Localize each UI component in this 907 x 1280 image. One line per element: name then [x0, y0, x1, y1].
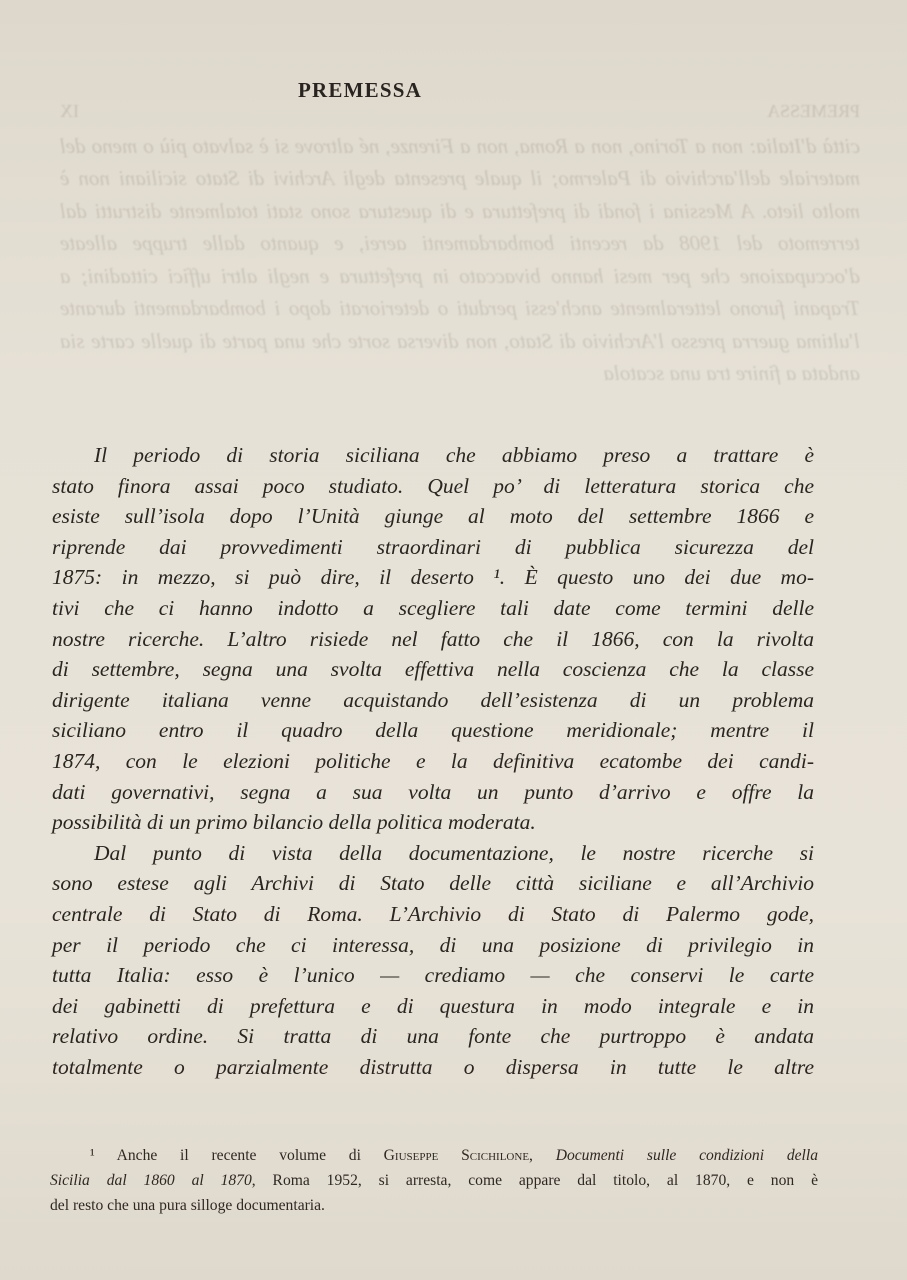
- text-line: per il periodo che ci interessa, di una posizione di privilegio in: [52, 932, 814, 957]
- footnote-marker: ¹: [90, 1147, 95, 1164]
- text-line: siciliano entro il quadro della questione meridionale; mentre il: [52, 718, 814, 743]
- text-line: Dal punto di vista della documentazione, le nostre ricerche si: [94, 840, 814, 865]
- footnote-intro: Anche il recente volume di: [116, 1147, 361, 1164]
- text-line: possibilità di un primo bilancio della politica moderata.: [52, 810, 536, 835]
- text-line: nostre ricerche. L’altro risiede nel fatto che il 1866, con la rivolta: [52, 626, 814, 651]
- footnote-title-part2: Sicilia dal 1860 al 1870: [50, 1172, 252, 1189]
- show-through-text: PREMESSA IX città d'Italia: non a Torino, non a Roma, non a Firenze, né altrove si è salvato più o meno del materiale dell'archivio di Palermo; il quale presenta degli Archivi di Stato siciliani non è molto lieto. A Messina i fondi di prefettura e di questura sono stati totalmente distrutti dal terremoto del 1908 da recenti bombardamenti aerei, e quanto dalle truppe alleate d'occupazione che per mesi hanno bivaccato in prefettura e negli altri uffici cittadini; a Trapani furono letteralmente anch'essi perduti o deteriorati dopo i bombardamenti durante l'ultima guerra presso l'Archivio di Stato, non diversa sorte che una parte di quelle carte sia andata a finire tra una scatola: [60, 101, 860, 385]
- footnote-line: ¹ Anche il recente volume di Giuseppe Scichilone, Documenti sulle condizioni della: [90, 1147, 818, 1164]
- footnote-author: Giuseppe Scichilone: [383, 1147, 530, 1164]
- footnote-line: del resto che una pura silloge documentaria.: [50, 1197, 325, 1214]
- text-line: di settembre, segna una svolta effettiva nella coscienza che la classe: [52, 657, 814, 682]
- text-line: centrale di Stato di Roma. L’Archivio di Stato di Palermo gode,: [52, 901, 814, 926]
- text-line: dirigente italiana venne acquistando dell’esistenza di un problema: [52, 687, 814, 712]
- text-line: dati governativi, segna a sua volta un punto d’arrivo e offre la: [52, 779, 814, 804]
- footnote-line: [50, 1168, 818, 1193]
- page-heading: PREMESSA: [298, 78, 422, 102]
- text-line: riprende dai provvedimenti straordinari di pubblica sicurezza del: [52, 534, 814, 559]
- text-line: sono estese agli Archivi di Stato delle città siciliane e all’Archivio: [52, 871, 814, 896]
- text-line: 1875: in mezzo, si può dire, il deserto ¹. È questo uno dei due mo-: [52, 565, 814, 590]
- body-text: [52, 440, 814, 1082]
- text-line: esiste sull’isola dopo l’Unità giunge al moto del settembre 1866 e: [52, 504, 814, 529]
- footnote: [50, 1143, 818, 1218]
- text-line: Il periodo di storia siciliana che abbiamo preso a trattare è: [94, 443, 814, 467]
- text-line: dei gabinetti di prefettura e di questura in modo integrale e in: [52, 993, 814, 1018]
- text-line: tivi che ci hanno indotto a scegliere tali date come termini delle: [52, 595, 814, 620]
- text-line: totalmente o parzialmente distrutta o dispersa in tutte le altre: [52, 1054, 814, 1079]
- text-line: relativo ordine. Si tratta di una fonte che purtroppo è andata: [52, 1024, 814, 1049]
- footnote-line2-rest: , Roma 1952, si arresta, come appare dal titolo, al 1870, e non è: [251, 1172, 818, 1189]
- text-line: 1874, con le elezioni politiche e la definitiva ecatombe dei candi-: [52, 748, 814, 773]
- text-line: stato finora assai poco studiato. Quel po’ di letteratura storica che: [52, 473, 814, 498]
- text-line: tutta Italia: esso è l’unico — crediamo — che conservi le carte: [52, 963, 814, 988]
- footnote-title-part1: Documenti sulle condizioni della: [555, 1147, 818, 1164]
